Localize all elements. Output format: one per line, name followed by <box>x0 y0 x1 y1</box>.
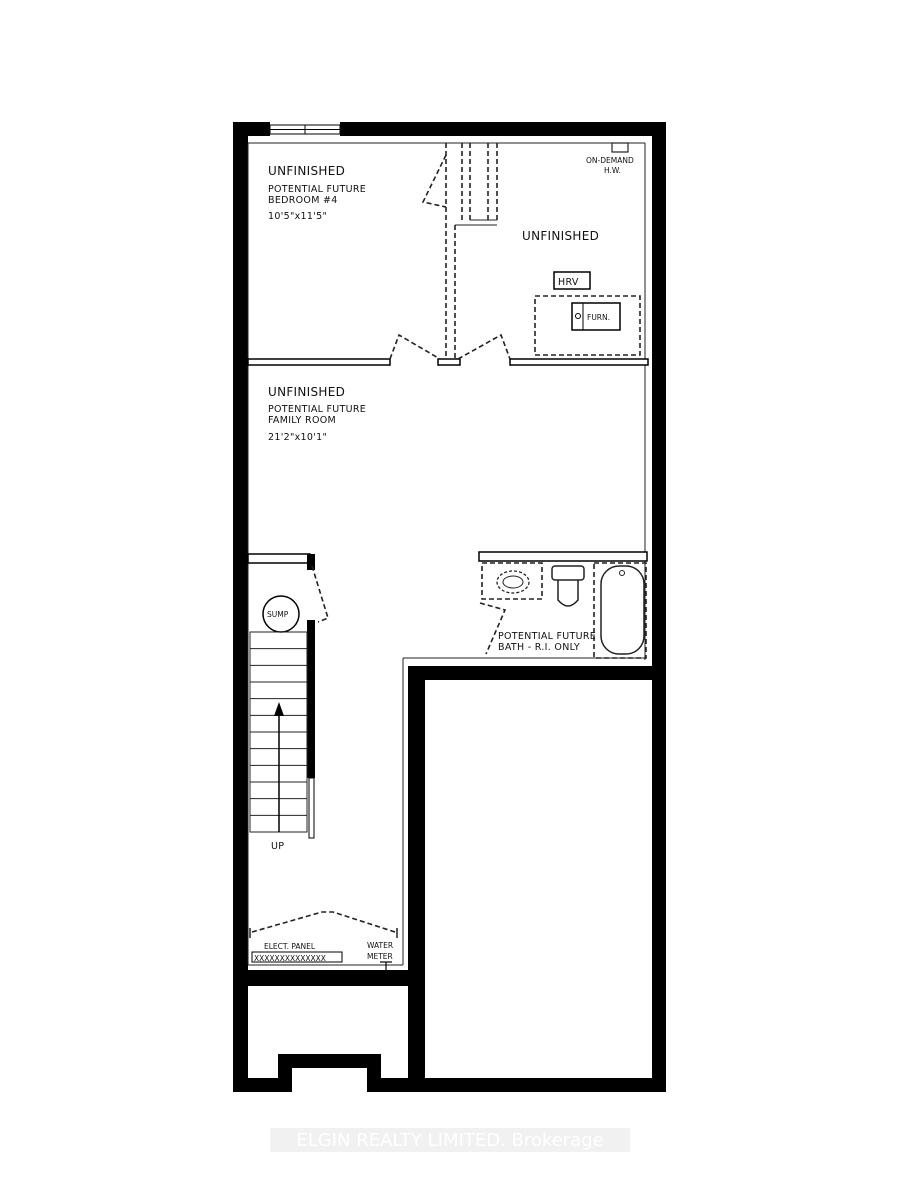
bedroom-line2: BEDROOM #4 <box>268 195 338 206</box>
water-label: WATER <box>367 941 394 950</box>
watermark <box>270 1128 630 1152</box>
door-swings <box>250 155 510 938</box>
family-dims: 21'2"x10'1" <box>268 432 328 443</box>
bedroom-status: UNFINISHED <box>268 164 346 178</box>
toilet-tank-icon <box>552 566 584 580</box>
hrv-label: HRV <box>558 277 579 288</box>
furnace-label: FURN. <box>587 313 611 322</box>
utility-status: UNFINISHED <box>522 229 600 243</box>
panel-marks: XXXXXXXXXXXXXX <box>254 954 326 963</box>
on-demand-label: ON-DEMAND <box>586 156 634 165</box>
bedroom-dims: 10'5"x11'5" <box>268 211 328 222</box>
panel-label: ELECT. PANEL <box>264 942 316 951</box>
bath-line2: BATH - R.I. ONLY <box>498 642 581 653</box>
family-status: UNFINISHED <box>268 385 346 399</box>
bedroom-line1: POTENTIAL FUTURE <box>268 184 367 195</box>
meter-label: METER <box>367 952 393 961</box>
sump-label: SUMP <box>267 610 289 619</box>
window <box>270 125 340 134</box>
stairs-up-label: UP <box>271 841 285 852</box>
partition-walls <box>248 143 648 838</box>
bathtub-icon <box>601 566 644 654</box>
toilet-bowl-icon <box>558 580 578 606</box>
family-line1: POTENTIAL FUTURE <box>268 404 367 415</box>
bath-line1: POTENTIAL FUTURE <box>498 631 597 642</box>
sink-icon <box>497 571 529 593</box>
hw-label: H.W. <box>604 166 621 175</box>
watermark-text: ELGIN REALTY LIMITED. Brokerage <box>296 1130 604 1151</box>
stair-arrow <box>274 702 284 832</box>
family-line2: FAMILY ROOM <box>268 415 336 426</box>
